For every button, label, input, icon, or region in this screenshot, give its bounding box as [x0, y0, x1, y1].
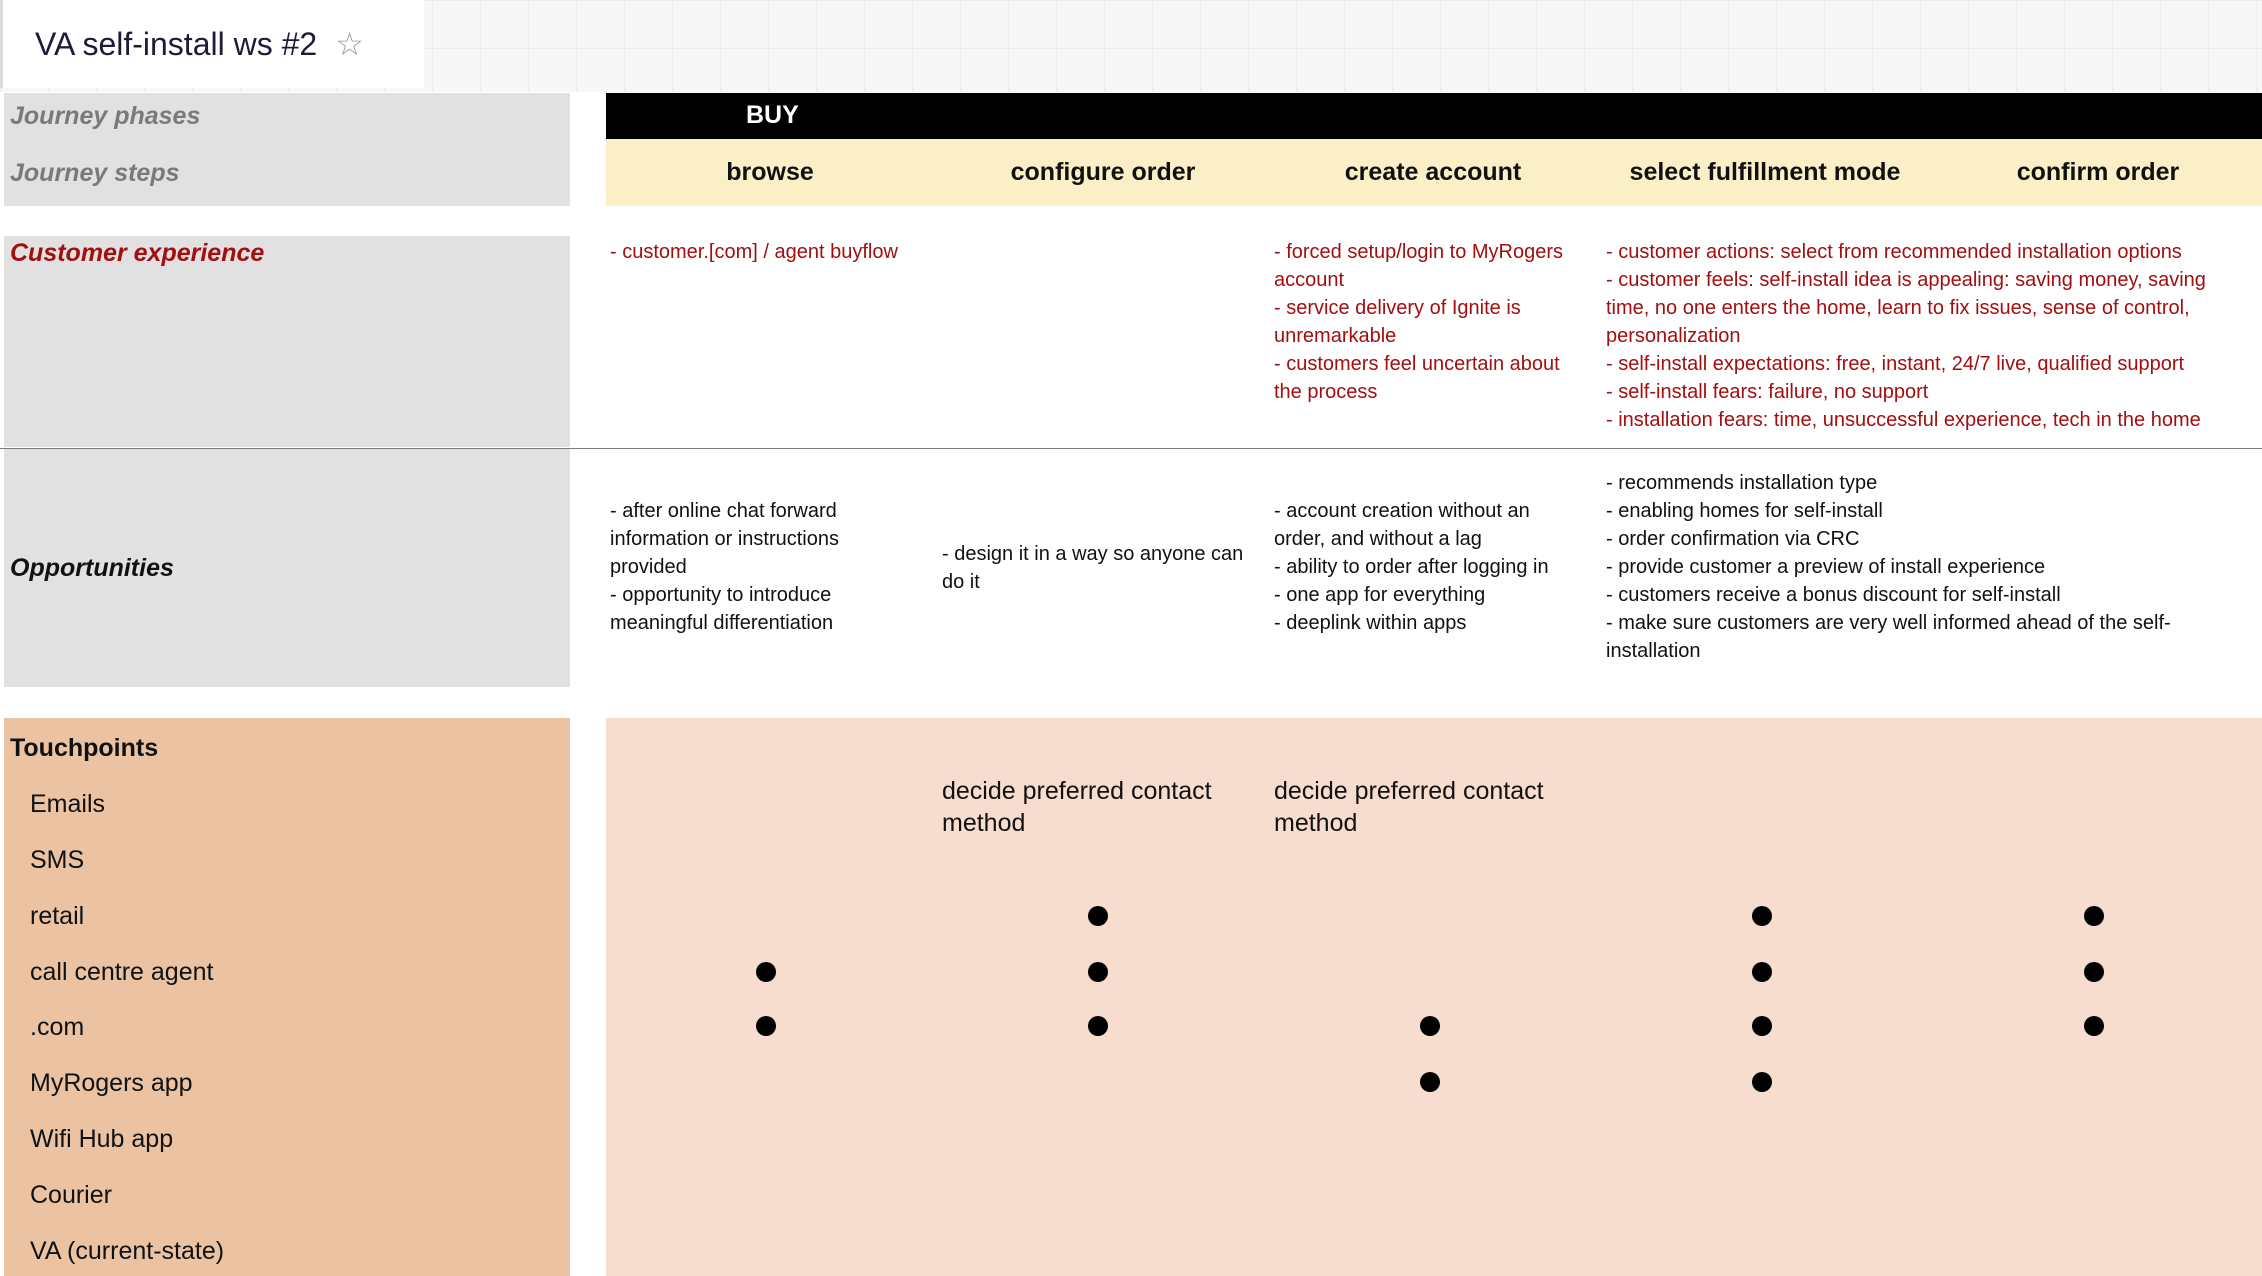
- board-title[interactable]: VA self-install ws #2: [35, 25, 318, 62]
- opp-select-fulfillment: - recommends installation type - enabling homes for self-install - order confirmation via CRC - provide customer a preview of install experience - customers receive a bonus discount for self-install - make sure customers are very well informed ahead of the self- installation: [1606, 472, 2171, 662]
- cx-create-account: - forced setup/login to MyRogers account - service delivery of Ignite is unremarkable - customers feel uncertain about the process: [1274, 241, 1564, 403]
- touchpoint-row-retail: retail: [30, 902, 85, 930]
- phase-buy: BUY: [746, 101, 799, 129]
- touchpoint-row-sms: SMS: [30, 846, 85, 874]
- touchpoint-mark: [1752, 1016, 1772, 1036]
- step-create-account: create account: [1344, 158, 1522, 186]
- opp-browse: - after online chat forward information or instructions provided - opportunity to introduce meaningful differentiation: [610, 500, 839, 634]
- opp-create-account: - account creation without an order, and without a lag - ability to order after logging in - one app for everything - deeplink within apps: [1274, 500, 1549, 634]
- contact-method-configure-order: decide preferred contact method: [942, 777, 1212, 837]
- board-title-card: [0, 0, 424, 88]
- touchpoint-mark: [1420, 1016, 1440, 1036]
- touchpoint-mark: [756, 1016, 776, 1036]
- touchpoint-mark: [1420, 1072, 1440, 1092]
- contact-method-create-account: decide preferred contact method: [1274, 777, 1544, 837]
- step-select-fulfillment-mode: select fulfillment mode: [1629, 158, 1901, 186]
- divider-right: [606, 448, 2262, 449]
- journey-steps-label: Journey steps: [10, 159, 180, 187]
- touchpoint-mark: [1088, 906, 1108, 926]
- step-configure-order: configure order: [1010, 158, 1196, 186]
- touchpoint-mark: [1752, 1072, 1772, 1092]
- phase-bar: [606, 93, 2262, 139]
- touchpoint-mark: [1752, 906, 1772, 926]
- star-icon[interactable]: ☆: [335, 26, 364, 62]
- touchpoint-mark: [1752, 962, 1772, 982]
- touchpoint-row-myrogers-app: MyRogers app: [30, 1069, 193, 1097]
- touchpoint-row-courier: Courier: [30, 1181, 112, 1209]
- touchpoint-row-dotcom: .com: [30, 1013, 85, 1041]
- touchpoint-mark: [2084, 962, 2104, 982]
- touchpoint-row-call-centre-agent: call centre agent: [30, 958, 214, 986]
- touchpoint-mark: [2084, 1016, 2104, 1036]
- touchpoint-row-va-current-state: VA (current-state): [30, 1237, 225, 1265]
- touchpoint-row-wifi-hub-app: Wifi Hub app: [30, 1125, 174, 1153]
- step-browse: browse: [726, 158, 814, 186]
- customer-experience-label: Customer experience: [10, 239, 265, 267]
- journey-phases-label: Journey phases: [10, 102, 201, 130]
- touchpoint-mark: [1088, 962, 1108, 982]
- touchpoint-mark: [1088, 1016, 1108, 1036]
- cx-select-fulfillment: - customer actions: select from recommended installation options - customer feels: self-install idea is appealing: saving money, saving time, no one enters the home, learn to fix issues, sense of control, personalization - self-install expectations: free, instant, 24/7 live, qualified support - self-install fears: failure, no support - installation fears: time, unsuccessful experience, tech in the home: [1606, 241, 2206, 431]
- touchpoint-mark: [756, 962, 776, 982]
- opp-configure-order: - design it in a way so anyone can do it: [942, 543, 1244, 593]
- touchpoint-row-emails: Emails: [30, 790, 106, 818]
- touchpoint-mark: [2084, 906, 2104, 926]
- cx-browse: - customer.[com] / agent buyflow: [610, 241, 898, 263]
- touchpoints-title: Touchpoints: [10, 734, 159, 762]
- opportunities-label: Opportunities: [10, 554, 174, 582]
- step-confirm-order: confirm order: [2016, 158, 2180, 186]
